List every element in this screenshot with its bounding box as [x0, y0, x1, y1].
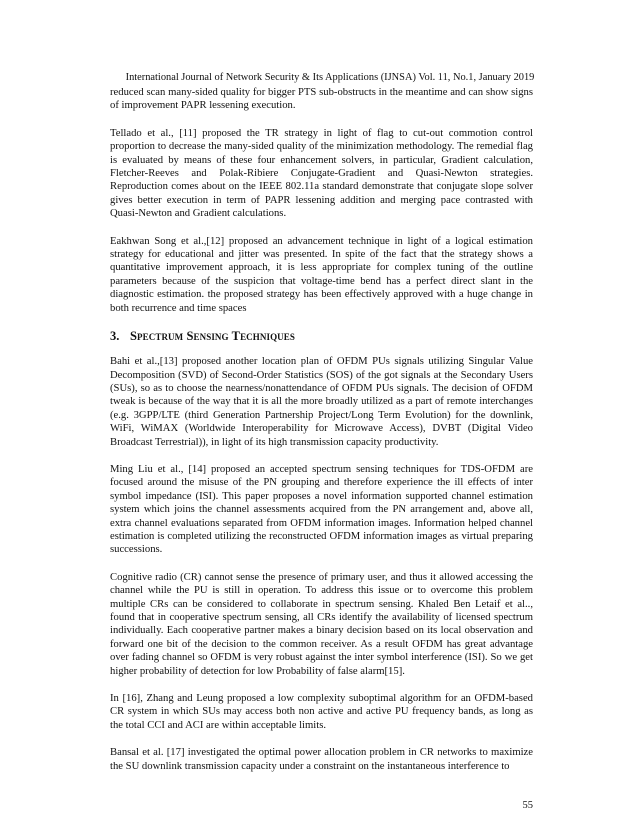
section-number: 3.	[110, 329, 120, 344]
section-heading	[110, 329, 533, 343]
paragraph-cognitive-radio: Cognitive radio (CR) cannot sense the presence of primary user, and thus it allowed accessing the channel while the PU is still in operation. To address this issue or to overcome this problem multiple CRs can be considered to collaborate in spectrum sensing. Khaled Ben Letaif et al.., found that in cooperative spectrum sensing, all CRs identify the availability of licensed spectrum individually. Each cooperative partner makes a binary decision based on its local observation and forward one bit of the decision to the common receiver. As a result OFDM has great advantage over fading channel so OFDM is very robust against the inter symbol interference (ISI). So we get higher probability of detection for low Probability of false alarm[15].	[110, 571, 533, 677]
page-number: 55	[522, 800, 533, 811]
paragraph-zhang-leung: In [16], Zhang and Leung proposed a low complexity suboptimal algorithm for an OFDM-based CR system in which SUs may access both non active and active PU frequency bands, as long as the total CCI and ACI are within acceptable limits.	[110, 693, 533, 731]
paragraph-bahi: Bahi et al.,[13] proposed another location plan of OFDM PUs signals utilizing Singular Value Decomposition (SVD) of Second-Order Statistics (SOS) of the got signals at the Secondary Users (SUs), so as to choose the nearness/nonattendance of OFDM PUs signals. The decision of OFDM tweak is because of the way that it is all the more broadly utilized as a part of remote interchanges (e.g. 3GPP/LTE (third Generation Partnership Project/Long Term Evolution) for the downlink, WiFi, WiMAX (Worldwide Interoperability for Microwave Access), DVBT (Digital Video Broadcast Terrestrial)), in light of its high transmission capacity productivity.	[110, 356, 533, 448]
paragraph-pts-continuation: reduced scan many-sided quality for bigger PTS sub-obstructs in the meantime and can show signs of improvement PAPR lessening execution.	[110, 87, 533, 112]
paragraph-eakhwan-song: Eakhwan Song et al.,[12] proposed an advancement technique in light of a logical estimation strategy for educational and jitter was presented. In spite of the fact that the strategy shows a quantitative improvement approach, it is less appropriate for complex tuning of the outline parameters because of the suspicion that voltage-time bend has a perfect direct slant in the diagnostic estimation. the proposed strategy has been effectively approved with a huge change in both recurrence and time spaces	[110, 235, 533, 314]
paragraph-bansal: Bansal et al. [17] investigated the optimal power allocation problem in CR networks to maximize the SU downlink transmission capacity under a constraint on the instantaneous interference to	[110, 747, 533, 772]
paragraph-ming-liu: Ming Liu et al., [14] proposed an accepted spectrum sensing techniques for TDS-OFDM are focused around the misuse of the PN grouping and therefore experience the ill effects of inter symbol impedance (ISI). This paper proposes a novel information supported channel estimation system which joins the channel assessments acquired from the PN arrangement and, above all, extra channel evaluations separated from OFDM information images. Information helped channel estimation is completed utilizing the reconstructed OFDM information images as virtual preparing successions.	[110, 463, 533, 556]
body-text	[110, 86, 533, 787]
paragraph-tellado: Tellado et al., [11] proposed the TR strategy in light of flag to cut-out commotion control proportion to decrease the many-sided quality of the minimization methodology. The remedial flag is evaluated by means of these four enhancement solvers, in particular, Gradient calculation, Fletcher-Reeves and Polak-Ribiere Conjugate-Gradient and Quasi-Newton strategies. Reproduction comes about on the IEEE 802.11a standard demonstrate that conjugate slope solver gives better execution in term of PAPR lessening addition and merging pace contrasted with Quasi-Newton and Gradient calculations.	[110, 127, 533, 220]
section-title: Spectrum Sensing Techniques	[130, 329, 295, 344]
running-header: International Journal of Network Security & Its Applications (IJNSA) Vol. 11, No.1, January 2019	[125, 72, 535, 83]
